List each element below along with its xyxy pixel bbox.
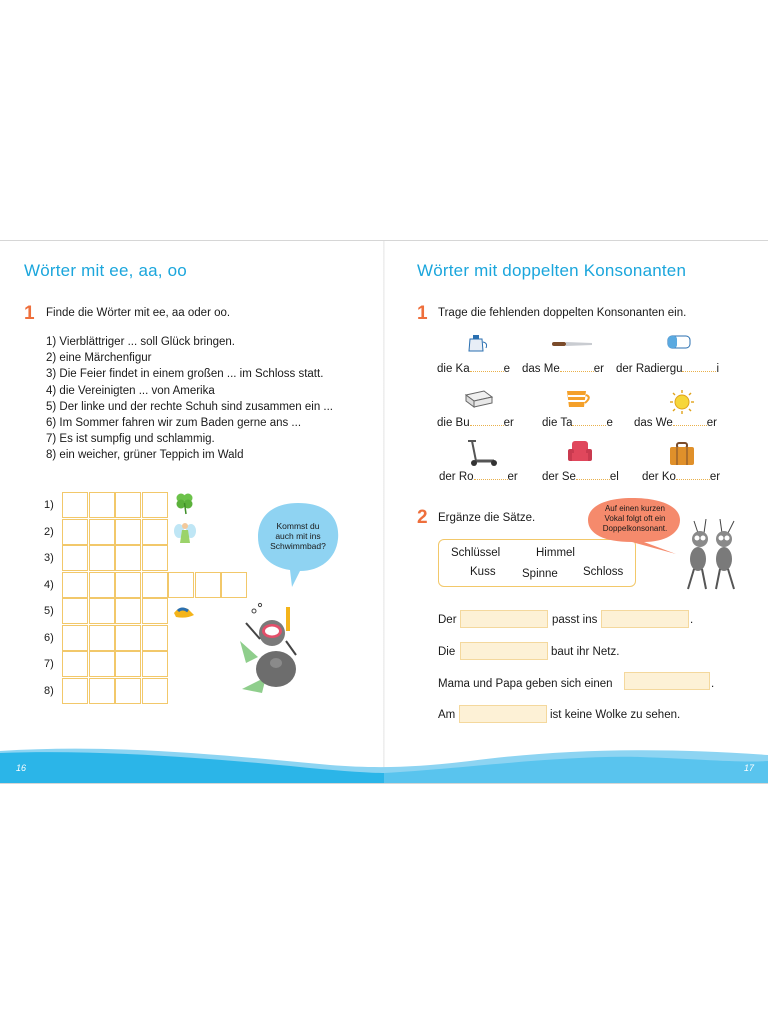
crossword-cell[interactable] xyxy=(115,678,141,704)
crossword-cell[interactable] xyxy=(142,598,168,624)
word-bank-item: Himmel xyxy=(536,547,575,559)
crossword-row-label: 6) xyxy=(44,631,54,644)
crossword-cell[interactable] xyxy=(62,598,88,624)
crossword-cell[interactable] xyxy=(142,519,168,545)
water-wave-footer xyxy=(0,743,768,783)
eraser-icon xyxy=(666,333,692,351)
ants-illustration xyxy=(676,519,746,595)
crossword-cell[interactable] xyxy=(89,598,115,624)
sentence-3-part-2: . xyxy=(711,678,715,690)
word-messer[interactable]: das Me er xyxy=(522,363,604,375)
sentence-4-part-2: ist keine Wolke zu sehen. xyxy=(550,709,681,721)
sun-icon xyxy=(669,389,695,415)
right-page-number: 17 xyxy=(744,763,755,773)
crossword-cell[interactable] xyxy=(168,572,194,598)
word-koffer[interactable]: der Ko er xyxy=(642,471,721,483)
sentence-1-part-3: . xyxy=(690,614,694,626)
left-page-number: 16 xyxy=(16,763,27,773)
crossword-cell[interactable] xyxy=(89,651,115,677)
right-page-title: Wörter mit doppelten Konsonanten xyxy=(417,261,687,280)
sentence-3-part-1: Mama und Papa geben sich einen xyxy=(438,678,613,690)
word-bank-item: Schlüssel xyxy=(451,547,501,559)
crossword-row-label: 5) xyxy=(44,605,54,617)
sentence-4-part-1: Am xyxy=(438,709,456,721)
crossword-cell[interactable] xyxy=(62,651,88,677)
speech-bubble-text: Kommst du auch mit ins Schwimmbad? xyxy=(270,521,326,551)
crossword-cell[interactable] xyxy=(89,625,115,651)
crossword-row-label: 3) xyxy=(44,552,54,564)
word-kanne[interactable]: die Ka e xyxy=(437,363,511,375)
scooter-icon xyxy=(464,439,498,467)
word-bank-item: Schloss xyxy=(583,566,624,578)
word-bank-item: Spinne xyxy=(522,568,558,580)
clue-item: 7) Es ist sumpfig und schlammig. xyxy=(46,433,215,446)
right-exercise2-instruction: Ergänze die Sätze. xyxy=(438,512,536,524)
crossword-row-label: 1) xyxy=(44,499,54,511)
page-gutter xyxy=(383,241,385,783)
crossword-cell[interactable] xyxy=(142,678,168,704)
crossword-cell[interactable] xyxy=(89,545,115,571)
sentence-2-part-2: baut ihr Netz. xyxy=(551,646,620,658)
crossword-row-label: 8) xyxy=(44,684,54,697)
crossword-cell[interactable] xyxy=(62,545,88,571)
fairy-icon xyxy=(174,521,196,547)
word-roller[interactable]: der Ro er xyxy=(439,471,518,483)
book-spread xyxy=(0,240,768,784)
word-radiergummi[interactable]: der Radiergu i xyxy=(616,363,720,375)
tip-bubble-text: Auf einen kurzen Vokal folgt oft ein Doppelkonsonant. xyxy=(602,504,668,533)
word-bank-item: Kuss xyxy=(470,566,496,578)
suitcase-icon xyxy=(668,441,696,467)
sentence-3-blank-1[interactable] xyxy=(624,672,710,690)
left-instruction: Finde die Wörter mit ee, aa oder oo. xyxy=(46,307,231,319)
crossword-cell[interactable] xyxy=(115,625,141,651)
right-exercise1-instruction: Trage die fehlenden doppelten Konsonanten ein. xyxy=(438,307,687,319)
clue-item: 1) Vierblättriger ... soll Glück bringen. xyxy=(46,336,235,348)
crossword-cell[interactable] xyxy=(62,625,88,651)
crossword-cell[interactable] xyxy=(115,598,141,624)
flippers-icon xyxy=(172,603,196,621)
clue-item: 6) Im Sommer fahren wir zum Baden gerne ans ... xyxy=(46,417,302,430)
teapot-icon xyxy=(464,331,488,355)
crossword-row-label: 4) xyxy=(44,578,54,591)
crossword-cell[interactable] xyxy=(142,492,168,518)
crossword-cell[interactable] xyxy=(89,678,115,704)
crossword-row-label: 7) xyxy=(44,658,54,670)
crossword-cell[interactable] xyxy=(62,678,88,704)
crossword-cell[interactable] xyxy=(115,519,141,545)
crossword-row-label: 2) xyxy=(44,525,54,538)
diving-ant-illustration xyxy=(232,597,308,701)
cup-icon xyxy=(564,387,594,409)
clue-list xyxy=(46,334,333,464)
crossword-cell[interactable] xyxy=(62,492,88,518)
left-page-title: Wörter mit ee, aa, oo xyxy=(24,261,187,280)
sentence-2-blank-1[interactable] xyxy=(460,642,548,660)
right-exercise1-number: 1 xyxy=(417,303,428,324)
sentence-1-part-2: passt ins xyxy=(552,614,598,626)
crossword-cell[interactable] xyxy=(89,519,115,545)
word-sessel[interactable]: der Se el xyxy=(542,471,619,483)
knife-icon xyxy=(552,339,594,349)
butter-icon xyxy=(464,387,494,409)
crossword-cell[interactable] xyxy=(115,492,141,518)
crossword-cell[interactable] xyxy=(195,572,221,598)
right-exercise2-number: 2 xyxy=(417,507,428,528)
crossword-cell[interactable] xyxy=(62,572,88,598)
clover-icon xyxy=(174,491,194,515)
crossword-cell[interactable] xyxy=(89,572,115,598)
crossword-cell[interactable] xyxy=(62,519,88,545)
crossword-cell[interactable] xyxy=(115,572,141,598)
word-butter[interactable]: die Bu er xyxy=(437,417,514,429)
crossword-cell[interactable] xyxy=(115,545,141,571)
crossword-cell[interactable] xyxy=(221,572,247,598)
clue-item: 2) eine Märchenfigur xyxy=(46,352,152,365)
clue-item: 3) Die Feier findet in einem großen ... im Schloss statt. xyxy=(46,368,324,381)
sentence-1-blank-1[interactable] xyxy=(460,610,548,628)
word-tasse[interactable]: die Ta e xyxy=(542,417,613,429)
crossword-cell[interactable] xyxy=(142,545,168,571)
armchair-icon xyxy=(566,439,594,467)
left-exercise-number: 1 xyxy=(24,303,35,324)
crossword-cell[interactable] xyxy=(115,651,141,677)
crossword-cell[interactable] xyxy=(142,572,168,598)
clue-item: 4) die Vereinigten ... von Amerika xyxy=(46,384,215,397)
crossword-cell[interactable] xyxy=(142,625,168,651)
word-wetter[interactable]: das We er xyxy=(634,417,718,429)
clue-item: 8) ein weicher, grüner Teppich im Wald xyxy=(46,449,244,462)
sentence-4-blank-1[interactable] xyxy=(459,705,547,723)
sentence-2-part-1: Die xyxy=(438,646,456,658)
crossword-cell[interactable] xyxy=(89,492,115,518)
clue-item: 5) Der linke und der rechte Schuh sind zusammen ein ... xyxy=(46,400,334,413)
sentence-1-part-1: Der xyxy=(438,614,457,626)
crossword-cell[interactable] xyxy=(142,651,168,677)
sentence-1-blank-2[interactable] xyxy=(601,610,689,628)
